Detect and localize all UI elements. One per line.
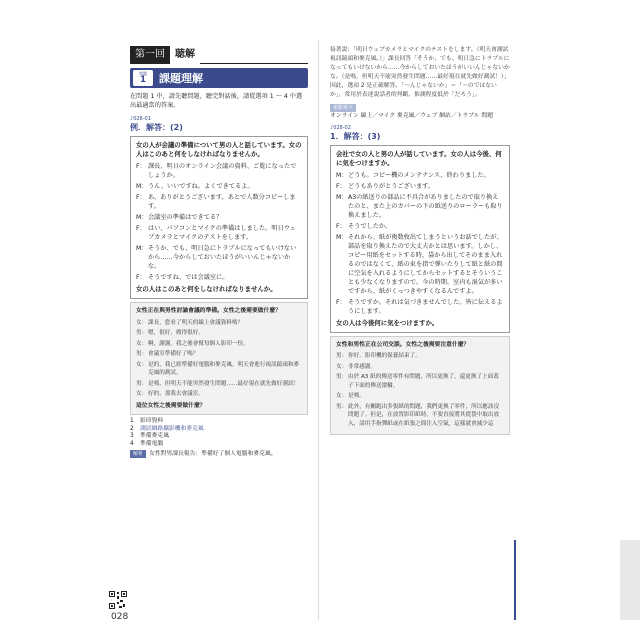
line-text: 嗯，很好，做得很好。 [148, 330, 204, 336]
line-text: 課長、明日のオンライン会議の資料、ご覧になったでしょうか。 [148, 163, 297, 179]
dialogue-line [136, 390, 302, 399]
line-text: 是的，我已經準備好電腦和麥克風。明天會進行視訊鏡頭和麥克風的測試。 [148, 361, 300, 376]
speaker-label: 女： [336, 393, 348, 399]
translation-lead: 女性和男性正在公司交談。女性之後需要注意什麼？ [336, 341, 470, 348]
choice-text: 測試網路攝影機和麥克風 [140, 425, 204, 432]
speaker-label: F： [336, 222, 346, 230]
dialogue-line [336, 193, 504, 220]
choice-number: 2 [130, 425, 134, 432]
speaker-label: F： [136, 225, 146, 232]
line-text: そうですね、では会議室に。 [148, 274, 229, 281]
line-text: 會議室準備好了嗎？ [148, 351, 199, 357]
mondai-number-badge [133, 70, 153, 86]
translation-lines [136, 319, 302, 399]
vocabulary [330, 104, 510, 121]
speaker-label: M： [336, 233, 348, 241]
qr-code-icon[interactable] [108, 590, 128, 610]
script-box-zh [330, 336, 510, 436]
mondai-banner [130, 68, 308, 88]
line-text: そうか、でも、明日急にトラブルになってもいけないから……今からしておいたほうがいいんじゃないかな。 [148, 245, 297, 270]
explanation-tag: 解析 [130, 450, 146, 458]
dialogue-line [136, 380, 302, 389]
dialogue-line [336, 373, 504, 390]
section-header [130, 46, 308, 64]
explanation-text: 女性對男課長報告：準備好了個人電腦和麥克風。 [149, 451, 277, 457]
speaker-label: F： [136, 194, 146, 201]
line-text: そうでしたか。 [348, 222, 392, 230]
dialogue-line [336, 233, 504, 296]
instructions: 在問題 1 中，請先聽問題，聽完對話後，請從選項 1 ～ 4 中選出最適當的答案。 [130, 93, 303, 109]
speaker-label: 女： [136, 340, 148, 347]
speaker-label: F： [336, 182, 346, 190]
speaker-label: F： [336, 298, 346, 306]
section-label: 第一回 [130, 46, 170, 64]
line-text: A3の紙送りの部品に不具合がありましたので取り換えたのと、また上のカバーの下の紙送りのローラーも取り換えました。 [348, 193, 503, 219]
line-text: どうもありがとうございます。 [348, 182, 435, 190]
section-rule [200, 46, 308, 64]
dialogue-line [336, 182, 504, 191]
dialogue-line [336, 392, 504, 401]
vocabulary-tag: 重點單字 [330, 104, 356, 112]
dialogue-line [336, 352, 504, 361]
dialogue-line [336, 403, 504, 429]
speaker-label: M： [136, 214, 148, 221]
speaker-label: F： [136, 163, 146, 170]
dialogue-line [336, 298, 504, 316]
dialogue-lines [336, 171, 504, 316]
dialogue-line [136, 319, 302, 328]
choice-number: 4 [130, 440, 134, 447]
vocabulary-text: オンライン 線上／マイク 麥克風／ウェブ 網站／トラブル 問題 [330, 113, 494, 119]
line-text: 非常感謝。 [348, 363, 376, 370]
speaker-label: 女： [136, 361, 148, 368]
audio-track-icon[interactable]: ♪028-02 [330, 124, 351, 131]
speaker-label: 男： [336, 403, 348, 410]
line-text: 課長，您看了明天的線上會議資料嗎？ [148, 319, 244, 326]
choice-text: 準備電腦 [140, 440, 164, 447]
choice-number: 3 [130, 433, 134, 439]
script-box-jp [130, 136, 308, 299]
speaker-label: 男： [136, 330, 148, 336]
dialogue-line [136, 162, 302, 180]
line-text: 啊，謝謝。我之後會幫每個人影印一份。 [148, 340, 249, 347]
speaker-label: 男： [136, 351, 148, 357]
dialogue-line [136, 244, 302, 271]
dialogue-line [136, 340, 302, 349]
dialogue-line [136, 350, 302, 359]
page-edge-shadow [620, 540, 640, 620]
line-text: それから、紙が複数枚出てしまうというお話でしたが、部品を取り換えたので大丈夫かとは思います。しかし、コピー用紙をセットする時、袋から出してそのまま入れるのではなくて、紙の束を指で弾いたりして紙と紙の間に空気を入れるようにしてからセットするとそういうことも少なくなりますので。今の時期、室内も湿気が多いですから、紙がくっつきやすくなるんですよ。 [348, 233, 503, 295]
line-text: 由於 A3 紙的傳送零件有問題，所以更換了，還更換了上面蓋子下面的傳送滾輪。 [348, 374, 499, 389]
section-title: 聴解 [175, 49, 195, 60]
dialogue-line [136, 329, 302, 338]
dialogue-line [336, 363, 504, 372]
speaker-label: 男： [136, 380, 148, 387]
script-lead: 会社で女の人と男の人が話しています。女の人は今後、何に気をつけますか。 [336, 149, 502, 167]
choice-item [130, 426, 308, 434]
speaker-label: 男： [336, 353, 348, 359]
answer-heading: 例．解答：(2) [130, 123, 183, 132]
choice-item [130, 418, 308, 426]
explanation-continued: 接著說：「明日ウェブカメラとマイクのテストをします。（明天會測試視訊鏡頭和麥克風。）」課長回答「そうか、でも、明日急にトラブルになってもいけないから……今からしておいたほうがいいんじゃないかな。（是嗎，但明天不能突然發生問題……最好現在就先做好測試！）」因此，選項 2 是正確解答。「～んじゃないか」＝「～のではないか」，常用於表達說話者的判斷、推測程度低於「だろう」。 [330, 47, 510, 98]
dialogue-line [336, 171, 504, 180]
dialogue-line [136, 182, 302, 191]
translation-question: 這位女性之後需要做什麼？ [136, 402, 206, 409]
choice-item [130, 433, 308, 441]
speaker-label: M： [336, 171, 348, 179]
line-text: はい、パソコンとマイクの準備はしました。明日ウェブカメラとマイクのテストをします。 [148, 225, 296, 241]
audio-track-icon[interactable]: ♪028-01 [130, 116, 151, 122]
line-text: 是嗎。 [348, 393, 365, 399]
line-text: 是嗎，但明天不能突然發生問題……最好現在就先做好測試！ [148, 380, 300, 387]
dialogue-line [336, 222, 504, 231]
speaker-label: M： [136, 245, 148, 252]
speaker-label: F： [136, 274, 146, 281]
line-text: そうですか。それは気づきませんでした。皆に伝えるようにします。 [348, 298, 503, 315]
speaker-label: 男： [336, 374, 348, 380]
speaker-label: 女： [136, 391, 148, 397]
choice-text: 影印資料 [140, 418, 164, 424]
answer-choices [130, 418, 308, 448]
line-text: どうも。コピー機のメンテナンス、終わりました。 [348, 171, 490, 179]
script-question: 女の人は今後何に気をつけますか。 [336, 318, 439, 327]
line-text: 你好。影印機的保養結束了。 [348, 353, 421, 359]
speaker-label: M： [136, 183, 148, 190]
line-text: 好的，那我去會議室。 [148, 391, 204, 397]
answer-heading: 1．解答：(3) [330, 131, 381, 141]
dialogue-line [136, 224, 302, 242]
dialogue-line [136, 273, 302, 282]
dialogue-line [136, 361, 302, 378]
choice-number: 1 [130, 418, 134, 424]
mondai-title: 課題理解 [159, 72, 203, 85]
dialogue-line [136, 213, 302, 222]
column-divider [318, 40, 319, 620]
right-column [330, 46, 510, 438]
speaker-label: 女： [136, 319, 148, 326]
dialogue-line [136, 193, 302, 211]
translation-lines [336, 352, 504, 428]
explanation [130, 450, 308, 458]
speaker-label: 女： [336, 363, 348, 370]
line-text: 会議室の準備はできてる？ [148, 214, 223, 221]
choice-item [130, 441, 308, 449]
left-column [130, 46, 308, 458]
mondai-number: 1 [139, 75, 147, 85]
line-text: 此外，有關跑出多張紙的問題，我們更換了零件，所以應該沒問題了。但是，在放置影印紙時，不要直接將其從袋中取出放入，請用手指彈紙或在紙張之間注入空氣，這樣就會減少這 [348, 403, 500, 427]
choice-text: 準備麥克風 [140, 433, 169, 439]
line-text: あ、ありがとうございます。あとで人数分コピーします。 [148, 194, 296, 210]
speaker-label: M： [336, 193, 348, 201]
mondai-tag: 問題 [139, 71, 147, 76]
page-number: 028 [111, 612, 129, 622]
column-accent-bar [514, 540, 516, 620]
script-box-jp [330, 145, 510, 333]
script-box-zh [130, 302, 308, 415]
script-question: 女の人はこのあと何をしなければなりませんか。 [136, 285, 277, 293]
script-lead: 女の人が会議の準備について男の人と話しています。女の人はこのあと何をしなければなりませんか。 [136, 141, 302, 158]
dialogue-lines [136, 162, 302, 282]
line-text: うん、いいですね。よくできてるよ。 [148, 183, 254, 190]
translation-lead: 女性正在與男性討論會議的準備。女性之後需要做什麼？ [136, 308, 281, 314]
